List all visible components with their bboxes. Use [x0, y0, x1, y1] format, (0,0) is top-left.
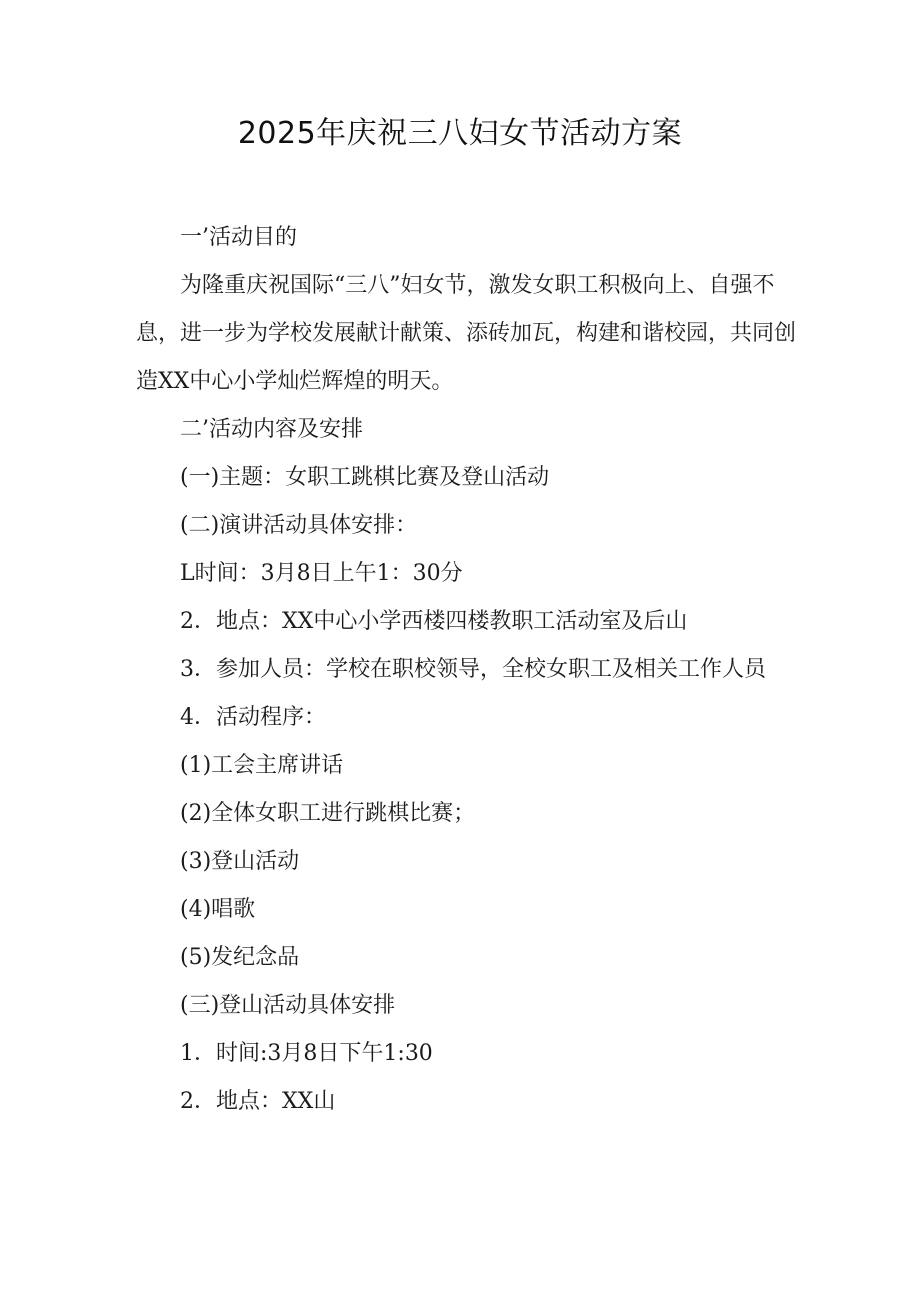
document-title: 2025年庆祝三八妇女节活动方案	[237, 116, 683, 151]
hiking-time: 1．时间:3月8日下午1:30	[180, 1041, 433, 1066]
subheading-theme: (一)主题：女职工跳棋比赛及登山活动	[180, 465, 550, 490]
procedure-step-3: (3)登山活动	[180, 849, 300, 874]
procedure-step-5: (5)发纪念品	[180, 945, 300, 970]
hiking-location: 2．地点：XX山	[180, 1089, 336, 1114]
subheading-speech-arrangement: (二)演讲活动具体安排：	[180, 513, 418, 538]
procedure-step-4: (4)唱歌	[180, 897, 256, 922]
paragraph-purpose: 为隆重庆祝国际“三八”妇女节，激发女职工积极向上、自强不息，进一步为学校发展献计献策、添砖加瓦，构建和谐校园，共同创造XX中心小学灿烂辉煌的明天。	[136, 273, 797, 394]
list-item-time: L时间：3月8日上午1：30分	[180, 561, 463, 586]
section-heading-purpose: 一’活动目的	[180, 225, 297, 250]
list-item-location: 2．地点：XX中心小学西楼四楼教职工活动室及后山	[180, 609, 688, 634]
procedure-step-1: (1)工会主席讲话	[180, 753, 344, 778]
list-item-participants: 3．参加人员：学校在职校领导，全校女职工及相关工作人员	[180, 657, 766, 682]
document-body	[136, 214, 796, 1126]
subheading-hiking-arrangement: (三)登山活动具体安排	[180, 993, 396, 1018]
procedure-step-2: (2)全体女职工进行跳棋比赛；	[180, 801, 476, 826]
list-item-procedure: 4．活动程序：	[180, 705, 326, 730]
section-heading-content: 二’活动内容及安排	[180, 417, 363, 442]
